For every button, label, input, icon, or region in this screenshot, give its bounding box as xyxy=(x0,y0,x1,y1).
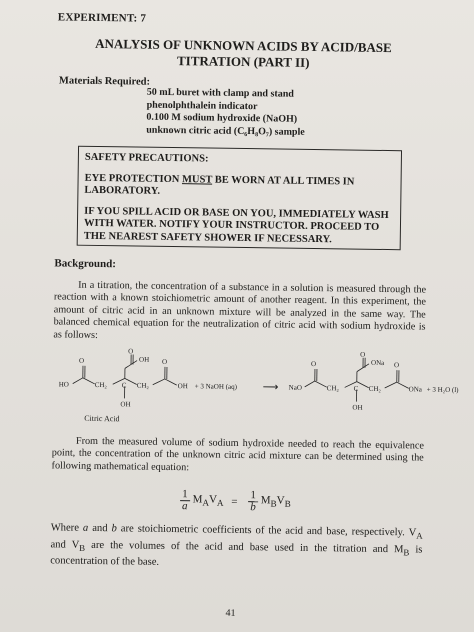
label-ch2: CH₂ xyxy=(136,381,149,390)
neutralization-reaction xyxy=(44,345,459,424)
text: Where xyxy=(50,522,84,534)
background-paragraph-2: From the measured volume of sodium hydroxide needed to reach the equivalence point, the concentration of the unknown citric acid mixture can be determined using the following mathematical equation: xyxy=(51,435,424,474)
label-o: O xyxy=(161,357,168,366)
text: is concentration of the base. xyxy=(50,544,423,569)
safety-text: BE WORN AT ALL TIMES IN LABORATORY. xyxy=(84,174,355,197)
label-ch2: CH₂ xyxy=(94,380,107,390)
denominator: a xyxy=(181,500,188,513)
background-heading: Background: xyxy=(54,257,117,271)
text: are the volumes of the acid and base used in the titration and M xyxy=(85,539,404,555)
var-a: a xyxy=(82,522,89,534)
background-paragraph-1: In a titration, the concentration of a substance in a solution is measured through the reaction with a known stoichiometric amount of another reagent. In this experiment, the amount of citric acid in an unknown mixture will be analyzed in the same way. The balanced chemical equation for the neutralization of citric acid with sodium hydroxide is as follows: xyxy=(53,279,427,341)
text: are stoichiometric coefficients of the acid and base, respectively. V xyxy=(116,523,417,539)
label-oh: OH xyxy=(120,400,131,409)
document-sheet xyxy=(25,5,459,631)
safety-spill-instructions: IF YOU SPILL ACID OR BASE ON YOU, IMMEDIATELY WASH WITH WATER. NOTIFY YOUR INSTRUCTOR. PROCEED TO THE NEAREST SAFETY SHOWER IF NECESSARY. xyxy=(83,205,389,245)
subscript-b: B xyxy=(270,499,277,510)
product-water: + 3 H₂O (l) xyxy=(426,385,459,395)
subscript-a: A xyxy=(216,498,224,509)
reaction-arrow: ⟶ xyxy=(262,381,279,394)
subscript-b: B xyxy=(403,547,410,558)
label-o: O xyxy=(393,361,400,370)
label-c: C xyxy=(121,381,127,390)
materials-item: 50 mL buret with clamp and stand xyxy=(146,86,294,100)
label-oh: OH xyxy=(352,403,363,412)
subscript-a: A xyxy=(202,498,210,509)
numerator: 1 xyxy=(180,489,190,501)
text: and V xyxy=(50,539,80,551)
symbol-v: V xyxy=(208,493,218,507)
label-o: O xyxy=(310,359,317,369)
title-line-1: ANALYSIS OF UNKNOWN ACIDS BY ACID/BASE xyxy=(95,35,392,56)
safety-heading: SAFETY PRECAUTIONS: xyxy=(84,151,209,165)
label-ch2: CH₂ xyxy=(326,384,339,393)
text: and xyxy=(88,522,112,535)
fraction-one-over-a xyxy=(180,489,190,512)
must-emphasis: MUST xyxy=(181,173,213,186)
page-number: 41 xyxy=(225,607,236,619)
base-term xyxy=(260,494,291,510)
experiment-label: EXPERIMENT: 7 xyxy=(57,11,147,25)
materials-list xyxy=(146,87,305,139)
label-ho: HO xyxy=(58,380,69,389)
subscript-a: A xyxy=(416,530,423,541)
acid-term xyxy=(192,493,224,509)
label-oh: OH xyxy=(177,382,188,391)
numerator: 1 xyxy=(248,490,258,502)
symbol-v: V xyxy=(276,494,285,508)
title-line-2: TITRATION (PART II) xyxy=(176,53,310,70)
denominator: b xyxy=(250,501,256,514)
safety-eye-protection xyxy=(84,172,394,201)
fraction-one-over-b xyxy=(248,490,258,513)
label-o: O xyxy=(79,356,85,365)
symbol-m: M xyxy=(192,493,203,506)
symbol-m: M xyxy=(260,494,271,507)
safety-text: EYE PROTECTION xyxy=(84,172,183,185)
background-paragraph-3 xyxy=(50,521,423,573)
materials-item: phenolphthalein indicator xyxy=(146,99,258,112)
label-ona: ONa xyxy=(408,385,422,394)
reagent-naoh: + 3 NaOH (aq) xyxy=(194,382,238,391)
molarity-equation xyxy=(177,489,291,514)
label-o: O xyxy=(128,347,134,356)
materials-item: 0.100 M sodium hydroxide (NaOH) xyxy=(146,111,298,125)
label-nao: NaO xyxy=(288,383,302,392)
label-ch2: CH₂ xyxy=(368,384,381,393)
safety-box xyxy=(77,146,402,251)
subscript-b: B xyxy=(79,542,86,553)
materials-label: Materials Required: xyxy=(58,75,151,88)
label-oh: OH xyxy=(139,355,150,364)
materials-item: unknown citric acid (C₆H₈O₇) sample xyxy=(146,124,305,138)
label-c: C xyxy=(353,384,359,393)
equals-sign: = xyxy=(231,495,238,508)
subscript-b: B xyxy=(284,499,291,510)
label-ona: ONa xyxy=(371,358,385,367)
label-o: O xyxy=(360,350,366,359)
citric-acid-caption: Citric Acid xyxy=(84,413,120,424)
var-b: b xyxy=(111,523,117,535)
